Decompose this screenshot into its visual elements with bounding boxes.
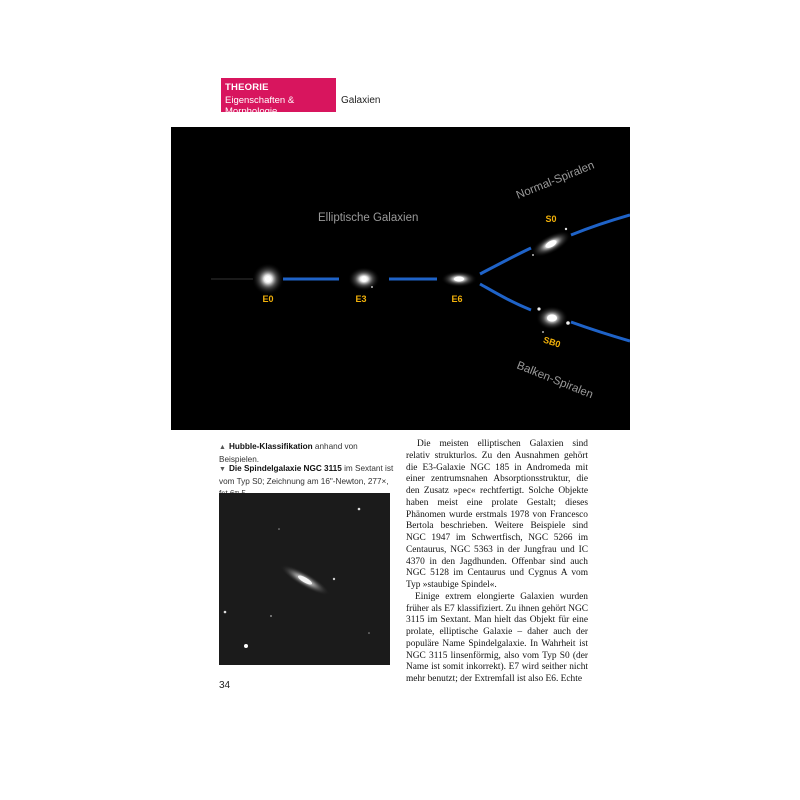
caption-spindle-text: im Sextant ist vom Typ S0; Zeichnung am 16"-Newton, 277×, bbox=[219, 464, 394, 486]
galaxy-s0 bbox=[527, 226, 574, 263]
triangle-up-icon: ▲ bbox=[219, 444, 226, 451]
label-e0: E0 bbox=[262, 294, 274, 304]
caption-hubble-text: anhand von Beispielen. bbox=[219, 442, 358, 464]
triangle-down-icon: ▼ bbox=[219, 466, 226, 473]
body-paragraph-2: Einige extrem elongierte Galaxien wurden früher als E7 klassifiziert. Zu ihnen gehört NGC 3115 im Sextant. Man hielt das Objekt für eine prolate, elliptische Galaxie – daher auch der populäre Name Spindelgalaxie. In Wahrheit ist NGC 3115 linsenförmig, also vom Typ S0 (der Name ist somit inkorrekt). E7 wird seither nicht mehr benutzt; der Extremfall ist also E6. Echte bbox=[406, 591, 588, 684]
label-e6: E6 bbox=[451, 294, 463, 304]
subsection-title: Eigenschaften & Morphologie bbox=[225, 95, 295, 117]
galaxy-sb0 bbox=[536, 306, 570, 333]
ngc3115-sketch-image bbox=[219, 493, 390, 665]
section-header-box bbox=[221, 78, 336, 117]
body-paragraph-1: Die meisten elliptischen Galaxien sind relativ strukturlos. Zu den Ausnahmen gehört die E3-Galaxie NGC 185 in Andromeda mit einer zentrumsnahen Absorptionsstruktur, die den Zusatz »pec« rechtfertigt. Solche Objekte haben meist eine prolate Gestalt; dieses Phänomen wurde erstmals 1978 von Francesco Bertola beschrieben. Weitere Beispiele sind NGC 1947 im Schwertfisch, NGC 5266 im Centaurus, NGC 5363 in der Jungfrau und IC 4370 in den Jagdhunden. Offenbar sind auch NGC 5128 im Centaurus und Cygnus A vom Typ »staubige Spindel«. bbox=[406, 439, 588, 590]
hubble-diagram bbox=[171, 127, 630, 430]
galaxy-e6 bbox=[441, 271, 477, 287]
line-barred-spiral bbox=[480, 284, 531, 310]
galaxy-e3 bbox=[348, 267, 380, 291]
label-normal-spirals: Normal-Spiralen bbox=[514, 159, 597, 202]
label-sb0: SB0 bbox=[542, 334, 562, 350]
label-elliptical-galaxies: Elliptische Galaxien bbox=[318, 212, 419, 224]
line-barred-spiral-ext bbox=[571, 322, 630, 341]
caption-spindle-bold: Die Spindelgalaxie NGC 3115 bbox=[228, 464, 342, 473]
body-text bbox=[406, 439, 588, 686]
section-title: THEORIE bbox=[225, 82, 269, 93]
label-e3: E3 bbox=[355, 294, 367, 304]
line-normal-spiral-ext bbox=[571, 215, 630, 235]
label-barred-spirals: Balken-Spiralen bbox=[514, 359, 595, 402]
galaxy-e0 bbox=[252, 263, 284, 295]
label-s0: S0 bbox=[545, 214, 557, 224]
page-number: 34 bbox=[219, 680, 231, 691]
line-normal-spiral bbox=[480, 248, 531, 274]
caption-hubble-bold: Hubble-Klassifikation bbox=[228, 442, 313, 451]
chapter-title: Galaxien bbox=[341, 95, 381, 106]
